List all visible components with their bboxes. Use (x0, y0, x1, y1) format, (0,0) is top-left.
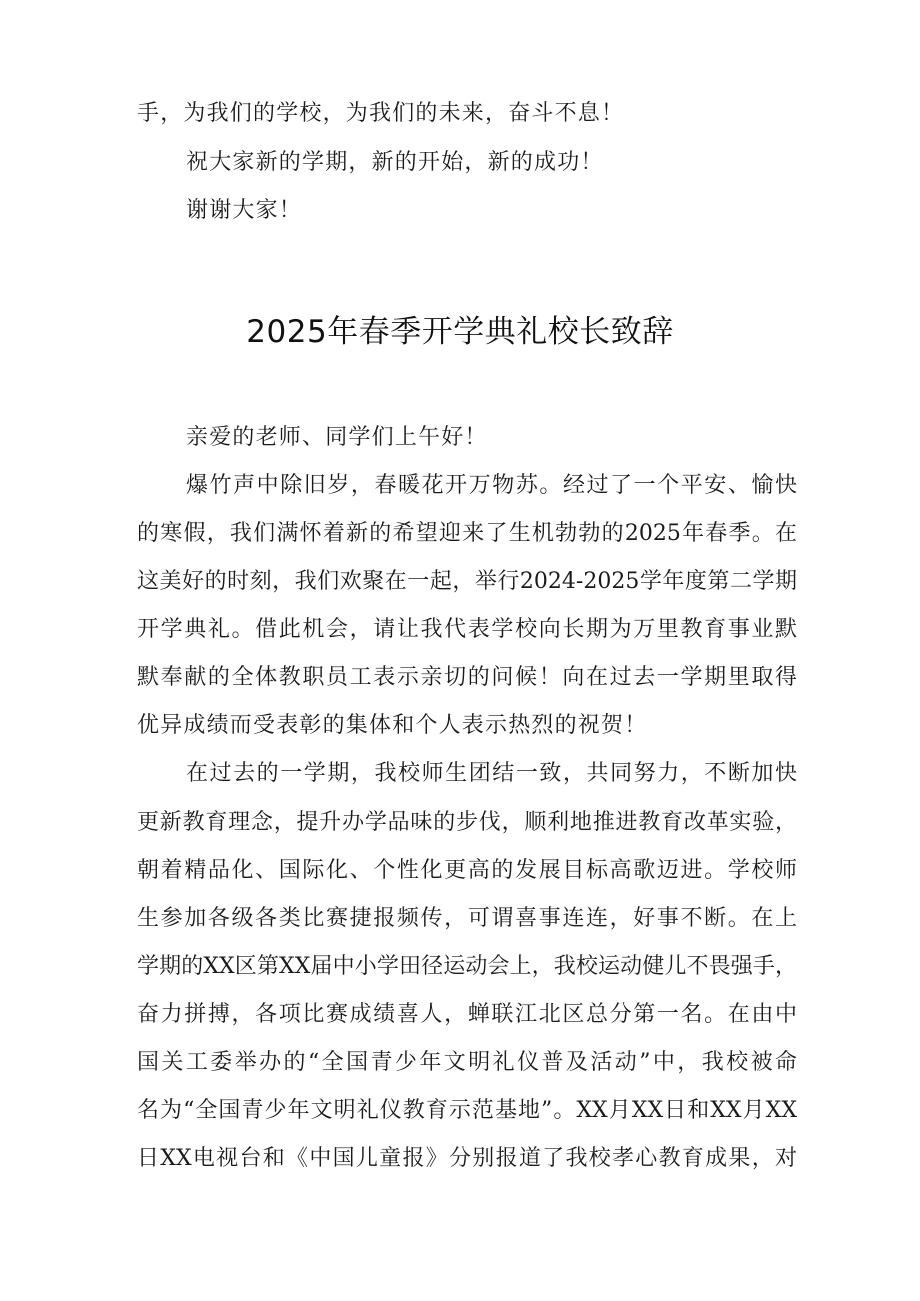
prev-speech-line-3: 谢谢大家！ (186, 198, 303, 223)
paragraph-1-line-5: 默奉献的全体教职员工表示亲切的问候！向在过去一学期里取得 (137, 665, 797, 690)
paragraph-2-line-1: 在过去的一学期，我校师生团结一致，共同努力，不断加快 (186, 761, 797, 786)
speech-title: 2025年春季开学典礼校长致辞 (246, 314, 674, 350)
paragraph-2-line-7: 国关工委举办的“全国青少年文明礼仪普及活动”中，我校被命 (137, 1050, 797, 1075)
paragraph-1-line-6: 优异成绩而受表彰的集体和个人表示热烈的祝贺！ (137, 713, 648, 738)
paragraph-2-line-8: 名为“全国青少年文明礼仪教育示范基地”。XX月XX日和XX月XX (137, 1098, 797, 1123)
paragraph-2-line-3: 朝着精品化、国际化、个性化更高的发展目标高歌迈进。学校师 (137, 858, 797, 883)
paragraph-1-line-3: 这美好的时刻，我们欢聚在一起，举行2024-2025学年度第二学期 (137, 569, 797, 594)
speech-greeting: 亲爱的老师、同学们上午好！ (186, 425, 488, 450)
paragraph-2-line-2: 更新教育理念，提升办学品味的步伐，顺利地推进教育改革实验， (137, 810, 797, 835)
paragraph-2-line-6: 奋力拼搏，各项比赛成绩喜人，蝉联江北区总分第一名。在由中 (137, 1002, 797, 1027)
paragraph-1-line-4: 开学典礼。借此机会，请让我代表学校向长期为万里教育事业默 (137, 617, 797, 642)
prev-speech-line-1: 手，为我们的学校，为我们的未来，奋斗不息！ (137, 101, 625, 126)
prev-speech-line-2: 祝大家新的学期，新的开始，新的成功！ (186, 150, 604, 175)
paragraph-2-line-9: 日XX电视台和《中国儿童报》分别报道了我校孝心教育成果，对 (137, 1146, 797, 1171)
paragraph-1-line-2: 的寒假，我们满怀着新的希望迎来了生机勃勃的2025年春季。在 (137, 521, 797, 546)
paragraph-2-line-4: 生参加各级各类比赛捷报频传，可谓喜事连连，好事不断。在上 (137, 906, 797, 931)
paragraph-1-line-1: 爆竹声中除旧岁，春暖花开万物苏。经过了一个平安、愉快 (186, 473, 797, 498)
paragraph-2-line-5: 学期的XX区第XX届中小学田径运动会上，我校运动健儿不畏强手， (137, 954, 797, 979)
